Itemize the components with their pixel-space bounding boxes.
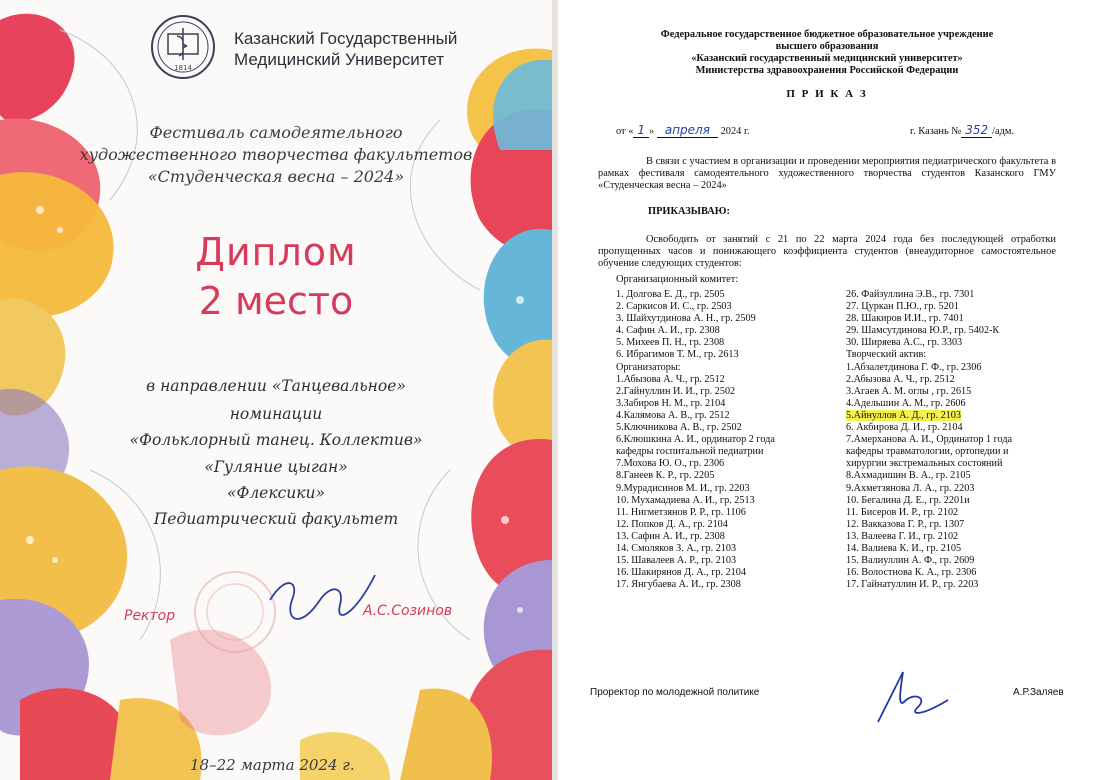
- student-list-item: 13. Сафин А. И., гр. 2308: [616, 530, 725, 542]
- student-list-item: 8.Ахмадишин В. А., гр. 2105: [846, 470, 971, 482]
- student-list-left: [616, 289, 775, 591]
- student-list-item: 6.Клюшкина А. И., ординатор 2 года: [616, 434, 775, 446]
- diploma-title: Диплом: [195, 230, 357, 274]
- student-list-item: 30. Ширяева А.С., гр. 3303: [846, 337, 963, 349]
- student-list-item: 10. Бегалина Д. Е., гр. 2201и: [846, 494, 970, 506]
- university-logo-icon: [150, 14, 216, 80]
- student-list-item: 17. Янгубаева А. И., гр. 2308: [616, 579, 741, 591]
- order-doc-type: П Р И К А З: [786, 88, 868, 100]
- student-list-item: 3.Агаев А. М. оглы , гр. 2615: [846, 385, 972, 397]
- student-list-item: 1.Абзалетдинова Г. Ф., гр. 2306: [846, 361, 982, 373]
- student-list-item: 28. Шакиров И.И., гр. 7401: [846, 313, 964, 325]
- faculty-text: Педиатрический факультет: [153, 510, 399, 528]
- student-list-item: 11. Бисеров И. Р., гр. 2102: [846, 506, 959, 518]
- student-list-item: 9.Ахметзянова Л. А., гр. 2203: [846, 482, 975, 494]
- student-list-item: 12. Попков Д. А., гр. 2104: [616, 518, 728, 530]
- student-list-item: 2.Гайнуллин И. И., гр. 2502: [616, 385, 736, 397]
- student-list-item: 7.Амерханова А. И., Ординатор 1 года: [846, 434, 1013, 446]
- student-list-item: кафедры травматологии, ортопедии и: [846, 446, 1009, 458]
- signature-icon: [858, 662, 968, 732]
- student-list-item: 15. Валиуллин А. Ф., гр. 2609: [846, 555, 975, 567]
- order-release-text: Освободить от занятий с 21 по 22 марта 2024 года без последующей отработки пропущенных часов и понижающего коэффициента студентов (внеаудиторное самостоятельное обучение следующих студентов:: [598, 234, 1056, 269]
- student-list-item: 1.Абызова А. Ч., гр. 2512: [616, 373, 725, 385]
- student-list-item: 13. Валеева Г. И., гр. 2102: [846, 530, 959, 542]
- student-list-item: кафедры госпитальной педиатрии: [616, 446, 764, 458]
- order-header: Федеральное государственное бюджетное образовательное учреждение высшего образования «Казанский государственный медицинский университет» Министерства здравоохранения Российской Федерации: [660, 29, 994, 76]
- student-list-right: [846, 289, 1012, 591]
- team-text: «Флексики»: [226, 484, 326, 502]
- student-list-item: 5.Ключникова А. В., гр. 2502: [616, 422, 742, 434]
- student-list-item: 15. Шавалеев А. Р., гр. 2103: [616, 555, 737, 567]
- event-dates: 18–22 марта 2024 г.: [190, 756, 355, 774]
- order-number: г. Казань № 352 /адм.: [910, 123, 1015, 137]
- direction-text: в направлении «Танцевальное»: [146, 377, 406, 395]
- student-list-item: 3. Шайхутдинова А. Н., гр. 2509: [616, 313, 756, 325]
- rector-label: Ректор: [124, 608, 176, 624]
- student-list-item: 4.Калямова А. В., гр. 2512: [616, 409, 730, 421]
- nomination-label: номинации: [229, 405, 323, 423]
- order-document: [558, 0, 1096, 780]
- student-list-item: 8.Ганеев К. Р., гр. 2205: [616, 470, 715, 482]
- student-list-item: 2.Абызова А. Ч., гр. 2512: [846, 373, 955, 385]
- student-list-item: 16. Волостнова К. А., гр. 2306: [846, 567, 977, 579]
- university-name: Казанский Государственный Медицинский Университет: [234, 29, 458, 69]
- student-list-item: 11. Нигметзянов Р. Р., гр. 1106: [616, 506, 746, 518]
- committee-label: Организационный комитет:: [616, 274, 739, 285]
- student-list-item: 2. Саркисов И. С., гр. 2503: [616, 301, 732, 313]
- svg-text:1814: 1814: [174, 64, 192, 72]
- student-list-item: 4. Сафин А. И., гр. 2308: [616, 325, 720, 337]
- student-list-item: Организаторы:: [616, 361, 681, 373]
- student-list-item: 26. Файзуллина Э.В., гр. 7301: [846, 289, 975, 300]
- student-list-item: 10. Мухамадиева А. И., гр. 2513: [616, 494, 755, 506]
- student-list-item: 3.Забиров Н. М., гр. 2104: [616, 397, 726, 409]
- student-list-item: Творческий актив:: [846, 349, 927, 361]
- student-list-item: 1. Долгова Е. Д., гр. 2505: [616, 289, 725, 300]
- student-list-item: 17. Гайнатуллин И. Р., гр. 2203: [846, 579, 979, 591]
- student-list-item: 9.Мурадисинов М. И., гр. 2203: [616, 482, 750, 494]
- order-command: ПРИКАЗЫВАЮ:: [648, 206, 730, 217]
- student-list-item: 4.Адельшин А. М., гр. 2606: [846, 397, 966, 409]
- order-intro: В связи с участием в организации и проведении мероприятия педиатрического факультета в рамках фестиваля самодеятельного художественного творчества студентов Казанского ГМУ «Студенческая весна – 2024»: [598, 156, 1056, 191]
- student-list-item: 12. Вакказова Г. Р., гр. 1307: [846, 518, 965, 530]
- nomination-text: «Фольклорный танец. Коллектив»: [129, 431, 423, 449]
- rector-name: А.С.Созинов: [363, 603, 453, 619]
- student-list-item: 5.Айнуллов А. Д., гр. 2103: [846, 409, 961, 421]
- student-list-item: 27. Цуркан П.Ю., гр. 5201: [846, 301, 959, 313]
- student-list-item: 6. Акбирова Д. И., гр. 2104: [846, 422, 963, 434]
- student-list-item: 7.Мохова Ю. О., гр. 2306: [616, 458, 725, 470]
- diploma-place: 2 место: [198, 279, 354, 323]
- student-list-item: хирургии экстремальных состояний: [846, 458, 1003, 470]
- student-list-item: 14. Смоляков З. А., гр. 2103: [616, 542, 737, 554]
- student-list-item: 14. Валиева К. И., гр. 2105: [846, 542, 962, 554]
- signer-name: А.Р.Заляев: [1013, 687, 1064, 698]
- signer-title: Проректор по молодежной политике: [590, 687, 760, 698]
- student-list-item: 29. Шамсутдинова Ю.Р., гр. 5402-К: [846, 325, 1000, 337]
- student-list-item: 6. Ибрагимов Т. М., гр. 2613: [616, 349, 739, 361]
- performance-text: «Гуляние цыган»: [204, 458, 348, 476]
- festival-title: Фестиваль самодеятельного художественного творчества факультетов «Студенческая весна – 2024»: [79, 123, 473, 186]
- student-list-item: 5. Михеев П. Н., гр. 2308: [616, 337, 725, 349]
- student-list-item: 16. Шакирянов Д. А., гр. 2104: [616, 567, 746, 579]
- order-date: от « 1 » апреля 2024 г.: [616, 123, 750, 137]
